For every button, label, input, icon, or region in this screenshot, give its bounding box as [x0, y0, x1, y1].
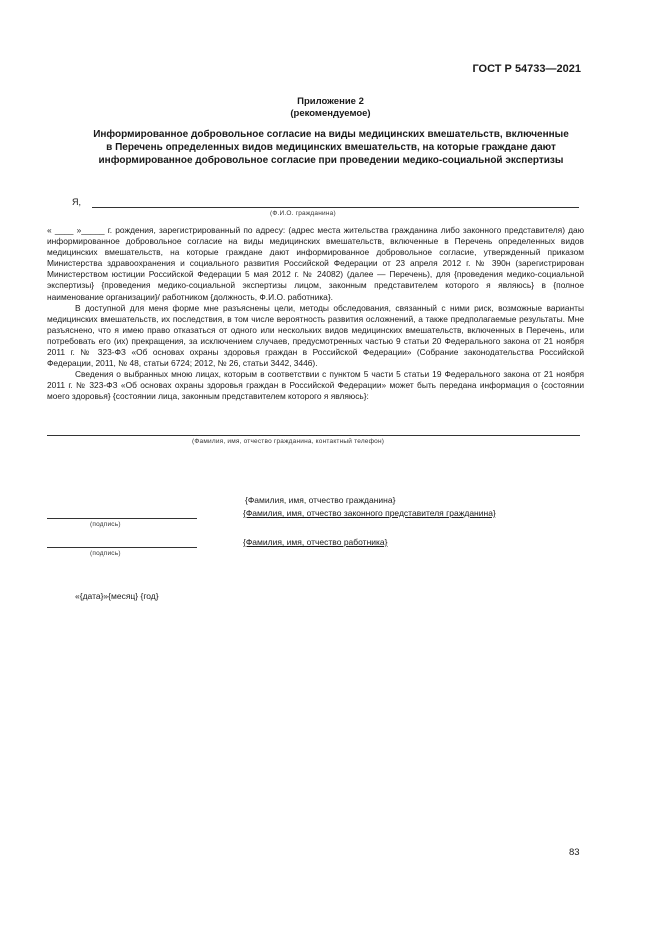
form-title-line: информированное добровольное согласие при проведении медико-социальной экспертизы [98, 155, 564, 166]
form-title [48, 128, 614, 167]
consent-paragraph-2: В доступной для меня форме мне разъяснены цели, методы обследования, связанный с ними риск, возможные варианты медицинских вмешательств, их последствия, в том числе вероятность развития осложнений, а также предполагаемые результаты. Мне разъяснено, что я имею право отказаться от одного или нескольких видов медицинских вмешательств, включенных в Перечень, или потребовать его (их) прекращения, за исключением случаев, предусмотренных частью 9 статьи 20 Федерального закона от 21 ноября 2011 г. № 323-ФЗ «Об основах охраны здоровья граждан в Российской Федерации» (Собрание законодательства Российской Федерации, 2011, № 48, статьи 6724; 2012, № 26, статьи 3442, 3446). [47, 302, 584, 369]
fio-input-line[interactable] [92, 207, 579, 208]
form-title-line: Информированное добровольное согласие на виды медицинских вмешательств, включенные [93, 129, 569, 140]
worker-name-placeholder: {Фамилия, имя, отчество работника} [243, 537, 388, 547]
page-number: 83 [569, 847, 580, 858]
ya-label: Я, [72, 197, 81, 207]
consent-paragraph-3: Сведения о выбранных мною лицах, которым в соответствии с пунктом 5 части 5 статьи 19 Федерального закона от 21 ноября 2011 г. № 323-ФЗ «Об основах охраны здоровья граждан в Российской Федерации» может быть передана информация о {состоянии моего здоровья} {состоянии лица, законным представителем которого я являюсь}: [47, 369, 584, 402]
contact-caption: (Фамилия, имя, отчество гражданина, контактный телефон) [192, 438, 385, 445]
citizen-name-placeholder: {Фамилия, имя, отчество гражданина} [245, 495, 396, 505]
consent-body [47, 225, 584, 403]
appendix-title: Приложение 2 [297, 96, 364, 107]
fio-caption: (Ф.И.О. гражданина) [270, 210, 336, 217]
date-placeholder: «{дата}»{месяц} {год} [75, 591, 159, 601]
signature-caption-1: (подпись) [90, 521, 121, 528]
signature-caption-2: (подпись) [90, 550, 121, 557]
consent-paragraph-1: « ____ »_____ г. рождения, зарегистрированный по адресу: (адрес места жительства гражданина либо законного представителя) даю информированное добровольное согласие на виды медицинских вмешательств, включенные в Перечень определенных видов медицинских вмешательств, на которые граждане дают информированное добровольное согласие, утвержденный приказом Министерства здравоохранения и социального развития Российской Федерации от 23 апреля 2012 г. № 390н (зарегистрирован Министерством юстиции Российской Федерации 5 мая 2012 г. № 24082) (далее — Перечень), для {проведения медико-социальной экспертизы} {проведения медико-социальной экспертизы лицом, законным представителем которого я являюсь} в {полное наименование организации}/ работником {должность, Ф.И.О. работника}. [47, 225, 584, 302]
representative-name-placeholder: {Фамилия, имя, отчество законного представителя гражданина} [243, 508, 496, 518]
form-title-line: в Перечень определенных видов медицинских вмешательств, на которые граждане дают [106, 142, 556, 153]
contact-input-line[interactable] [47, 435, 580, 436]
signature-line-1[interactable] [47, 518, 197, 519]
signature-line-2[interactable] [47, 547, 197, 548]
document-code: ГОСТ Р 54733—2021 [472, 63, 581, 75]
appendix-subtitle: (рекомендуемое) [290, 108, 371, 119]
